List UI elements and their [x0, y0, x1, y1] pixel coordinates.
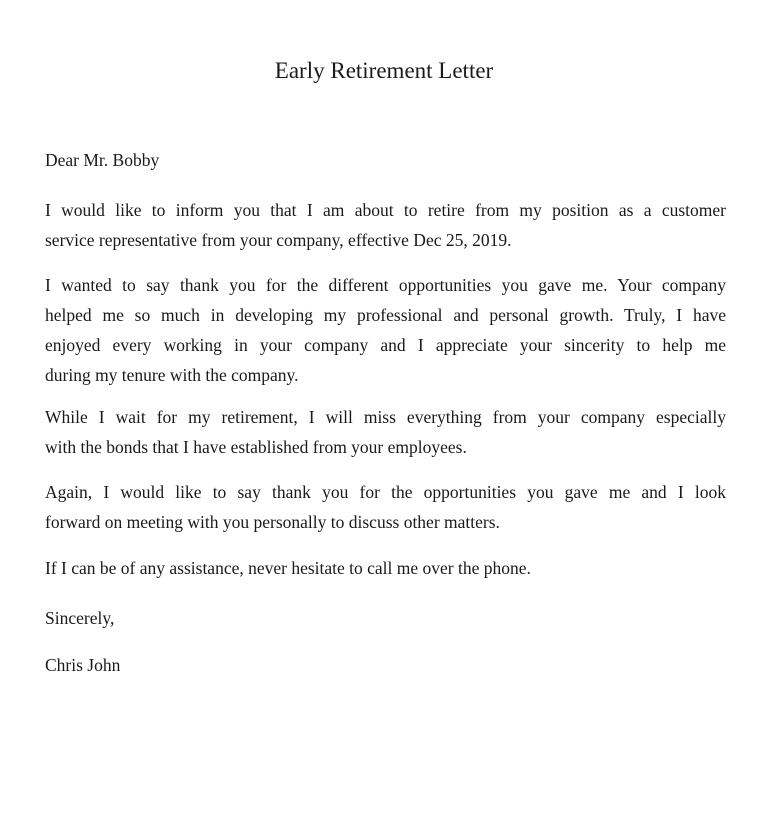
- paragraph-line: enjoyed every working in your company and I appreciate your sincerity to help me: [45, 335, 726, 355]
- salutation: Dear Mr. Bobby: [45, 150, 160, 170]
- letter-title: Early Retirement Letter: [274, 58, 494, 83]
- paragraph-3: [45, 402, 726, 462]
- paragraph-line: I would like to inform you that I am about to retire from my position as a customer: [45, 200, 726, 220]
- paragraph-line: I wanted to say thank you for the different opportunities you gave me. Your company: [45, 275, 726, 295]
- signature: Chris John: [45, 655, 121, 675]
- paragraph-line: forward on meeting with you personally to discuss other matters.: [45, 512, 500, 532]
- paragraph-line: If I can be of any assistance, never hesitate to call me over the phone.: [45, 558, 531, 578]
- paragraph-line: service representative from your company, effective Dec 25, 2019.: [45, 230, 512, 250]
- paragraph-line: Again, I would like to say thank you for the opportunities you gave me and I look: [45, 482, 726, 502]
- paragraph-line: helped me so much in developing my professional and personal growth. Truly, I have: [45, 305, 726, 325]
- paragraph-2: [45, 270, 726, 390]
- paragraph-line: with the bonds that I have established from your employees.: [45, 437, 467, 457]
- paragraph-line: While I wait for my retirement, I will miss everything from your company especially: [45, 407, 726, 427]
- paragraph-1: [45, 195, 726, 255]
- paragraph-5: [45, 553, 726, 583]
- closing: Sincerely,: [45, 608, 115, 628]
- paragraph-line: during my tenure with the company.: [45, 365, 299, 385]
- paragraph-4: [45, 477, 726, 537]
